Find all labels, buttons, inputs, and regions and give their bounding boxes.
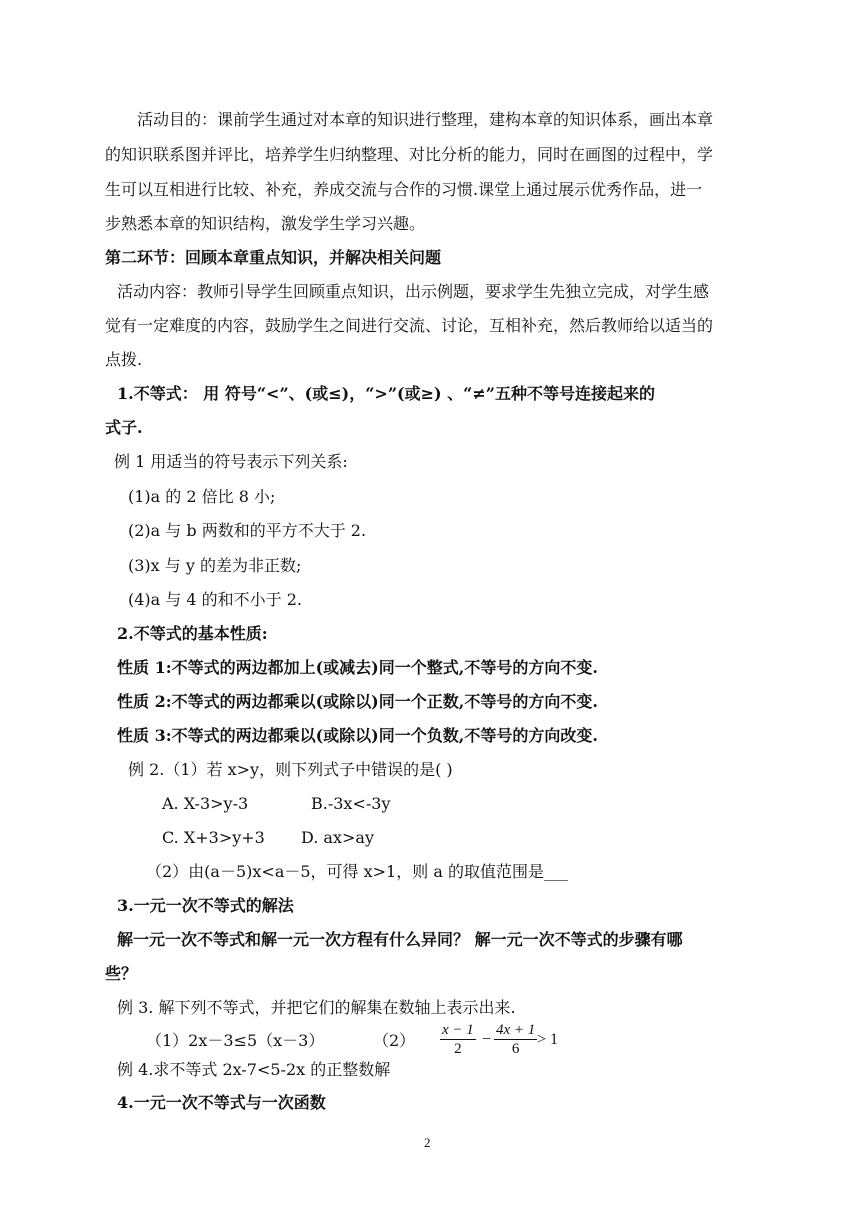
paragraph-content-line-3: 点拨. bbox=[105, 350, 143, 369]
minus-sign: − bbox=[482, 1031, 492, 1048]
example1-question-1: (1)a 的 2 倍比 8 小; bbox=[128, 487, 276, 506]
example2-question-1: 例 2.（1）若 x>y，则下列式子中错误的是( ) bbox=[128, 760, 453, 779]
fraction-x-minus-1-over-2 bbox=[440, 1021, 476, 1058]
example3-question-1: （1）2x－3≤5（x－3） bbox=[146, 1031, 325, 1050]
item3-title: 3.一元一次不等式的解法 bbox=[117, 896, 294, 915]
example1-title: 例 1 用适当的符号表示下列关系: bbox=[114, 452, 348, 471]
property-2: 性质 2:不等式的两边都乘以(或除以)同一个正数,不等号的方向不变. bbox=[117, 692, 598, 711]
example3-question-2-label: （2） bbox=[373, 1031, 416, 1050]
paragraph-content-line-1: 活动内容：教师引导学生回顾重点知识，出示例题，要求学生先独立完成，对学生感 bbox=[117, 282, 710, 301]
example2-question-2: （2）由(a－5)x<a－5，可得 x>1，则 a 的取值范围是___ bbox=[146, 862, 568, 881]
example1-question-3: (3)x 与 y 的差为非正数; bbox=[128, 556, 302, 575]
fraction-denominator: 6 bbox=[511, 1041, 520, 1057]
item1-definition-line-1: 1.不等式： 用 符号“<”、(或≤)，“>”(或≥) 、“≠”五种不等号连接起来的 bbox=[117, 384, 655, 403]
example2-option-b: B.-3x<-3y bbox=[311, 794, 391, 813]
fraction-numerator: x − 1 bbox=[442, 1022, 474, 1038]
example1-question-2: (2)a 与 b 两数和的平方不大于 2. bbox=[128, 521, 367, 540]
paragraph-purpose-line-1: 活动目的：课前学生通过对本章的知识进行整理，建构本章的知识体系，画出本章 bbox=[137, 110, 714, 129]
fraction-denominator: 2 bbox=[454, 1041, 462, 1057]
property-3: 性质 3:不等式的两边都乘以(或除以)同一个负数,不等号的方向改变. bbox=[117, 726, 598, 745]
paragraph-content-line-2: 觉有一定难度的内容，鼓励学生之间进行交流、讨论，互相补充，然后教师给以适当的 bbox=[105, 316, 714, 335]
paragraph-purpose-line-3: 生可以互相进行比较、补充，养成交流与合作的习惯.课堂上通过展示优秀作品，进一 bbox=[105, 180, 703, 199]
item4-title: 4.一元一次不等式与一次函数 bbox=[117, 1093, 326, 1112]
item3-question-line-1: 解一元一次不等式和解一元一次方程有什么异同？ 解一元一次不等式的步骤有哪 bbox=[117, 930, 683, 949]
item2-title: 2.不等式的基本性质: bbox=[117, 624, 268, 643]
page-number: 2 bbox=[424, 1135, 431, 1150]
item3-question-line-2: 些？ bbox=[105, 964, 138, 983]
fraction-numerator: 4x + 1 bbox=[496, 1022, 536, 1038]
property-1: 性质 1:不等式的两边都加上(或减去)同一个整式,不等号的方向不变. bbox=[117, 658, 598, 677]
example3-title: 例 3. 解下列不等式，并把它们的解集在数轴上表示出来. bbox=[117, 998, 516, 1017]
example1-question-4: (4)a 与 4 的和不小于 2. bbox=[128, 590, 302, 609]
item1-definition-line-2: 式子. bbox=[105, 418, 143, 437]
inequality-rhs: > 1 bbox=[537, 1031, 559, 1048]
example2-option-d: D. ax>ay bbox=[301, 828, 374, 847]
paragraph-purpose-line-2: 的知识联系图并评比，培养学生归纳整理、对比分析的能力，同时在画图的过程中，学 bbox=[105, 145, 714, 164]
fraction-4x-plus-1-over-6 bbox=[494, 1021, 537, 1058]
section-heading-2: 第二环节：回顾本章重点知识，并解决相关问题 bbox=[105, 248, 442, 267]
paragraph-purpose-line-4: 步熟悉本章的知识结构，激发学生学习兴趣。 bbox=[105, 214, 426, 233]
example4-question: 例 4.求不等式 2x-7<5-2x 的正整数解 bbox=[117, 1060, 391, 1079]
example2-option-c: C. X+3>y+3 bbox=[162, 828, 265, 847]
example2-option-a: A. X-3>y-3 bbox=[162, 794, 249, 813]
